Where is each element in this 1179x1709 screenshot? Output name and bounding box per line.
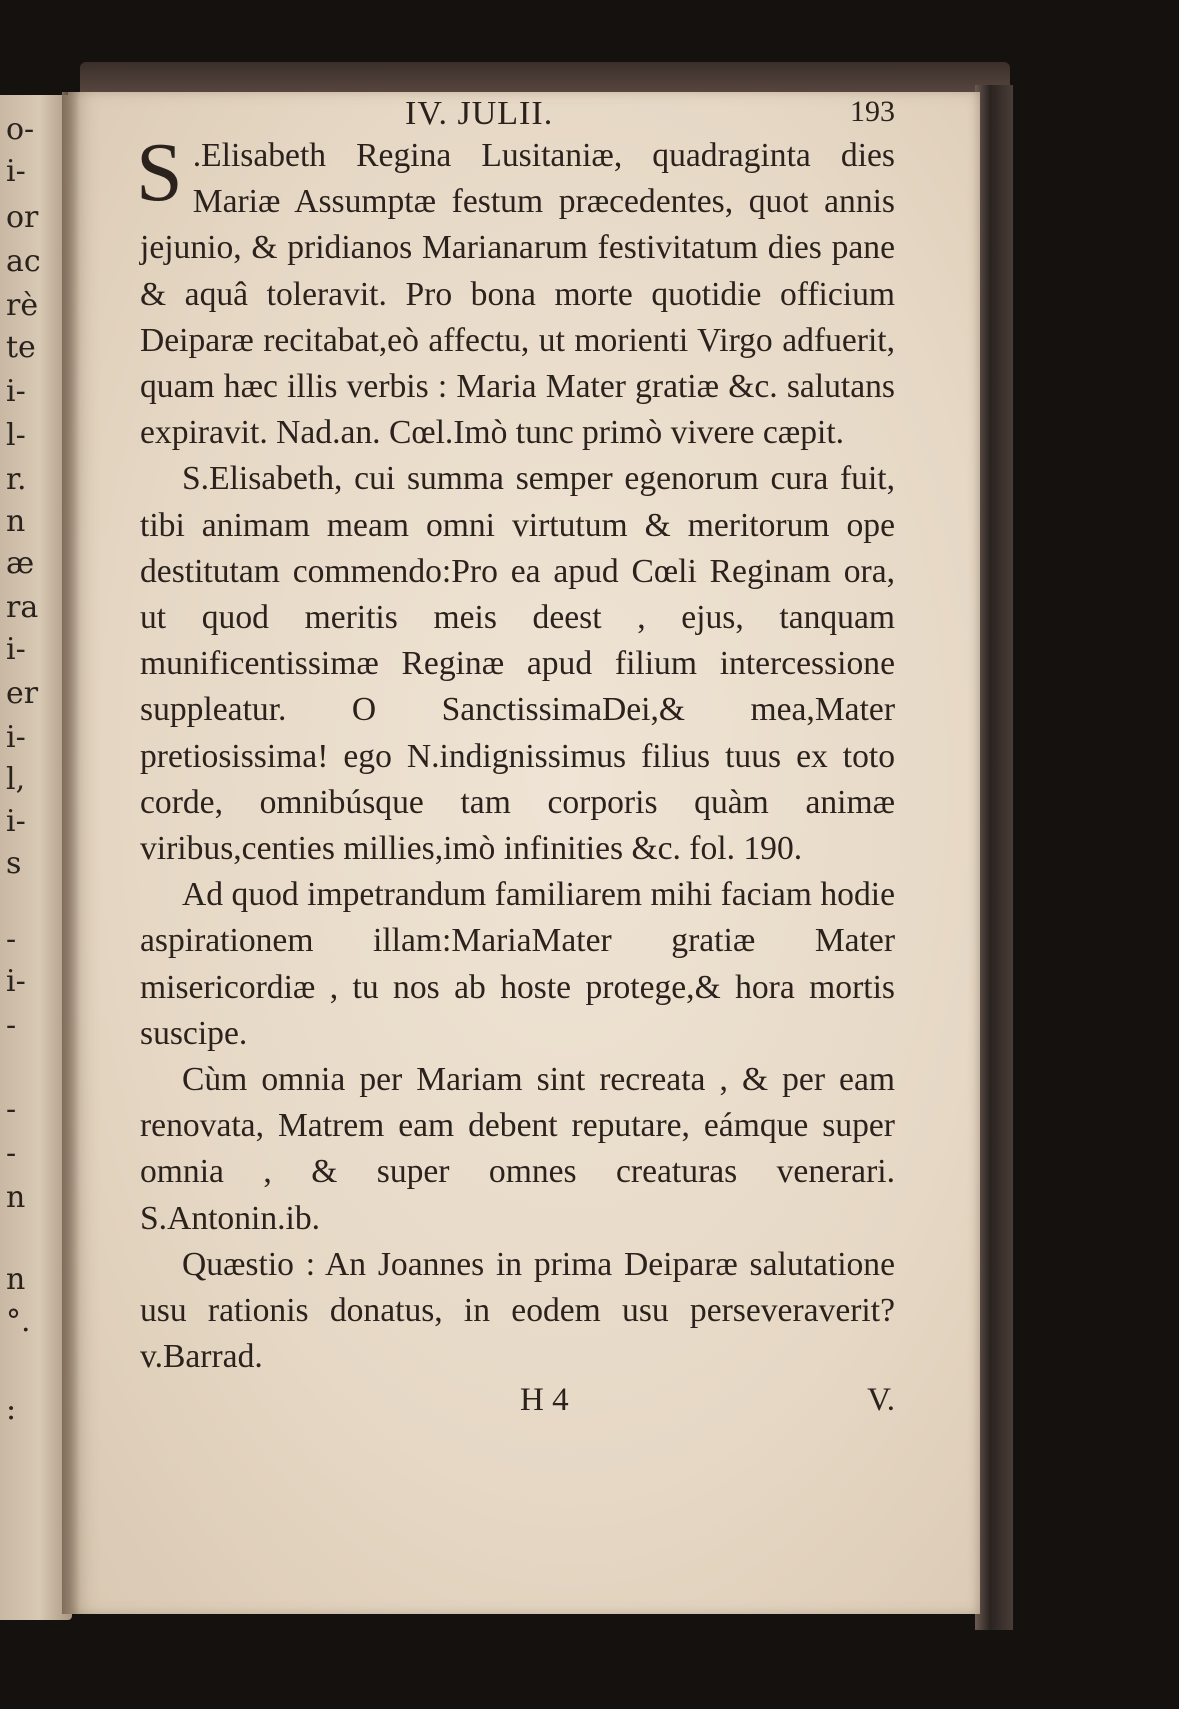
facing-page-fragment: - bbox=[6, 922, 17, 957]
paragraph bbox=[136, 126, 895, 456]
facing-page-fragment: s bbox=[6, 846, 22, 881]
page-text-block bbox=[136, 95, 895, 1428]
paragraph: Cùm omnia per Mariam sint recreata , & per eam renovata, Matrem eam debent reputare, eámque super omnia , & super omnes creaturas venerari. S.Antonin.ib. bbox=[140, 1061, 895, 1237]
facing-page-fragment: te bbox=[6, 330, 36, 365]
book-cover-top bbox=[80, 62, 1010, 96]
facing-page-fragment: - bbox=[6, 1136, 17, 1171]
facing-page-fragment: ra bbox=[6, 590, 39, 625]
catchword: V. bbox=[867, 1382, 895, 1419]
page-gutter bbox=[62, 92, 80, 1614]
facing-page-fragment: : bbox=[6, 1392, 17, 1427]
book-cover-edge bbox=[975, 85, 1013, 1630]
facing-page-fragment: n bbox=[6, 504, 26, 539]
page-number: 193 bbox=[850, 95, 895, 128]
facing-page-fragment: n bbox=[6, 1262, 26, 1297]
facing-page-fragment: i- bbox=[6, 632, 26, 667]
paragraph: Quæstio : An Joannes in prima Deiparæ salutatione usu rationis donatus, in eodem usu perseveraverit? v.Barrad. bbox=[140, 1245, 895, 1376]
facing-page-fragment: er bbox=[6, 676, 39, 711]
facing-page-fragment: i- bbox=[6, 964, 26, 999]
signature-mark: H 4 bbox=[520, 1382, 569, 1419]
page-footer bbox=[140, 1382, 895, 1428]
facing-page-fragment: °. bbox=[6, 1304, 31, 1339]
facing-page-fragment: i- bbox=[6, 720, 26, 755]
paragraph: Ad quod impetrandum familiarem mihi faciam hodie aspirationem illam:MariaMater gratiæ Mater misericordiæ , tu nos ab hoste protege,& hora mortis suscipe. bbox=[140, 876, 895, 1052]
drop-cap: S bbox=[136, 126, 183, 219]
paragraph: S.Elisabeth, cui summa semper egenorum cura fuit, tibi animam meam omni virtutum & meritorum ope destitutam commendo:Pro ea apud Cœli Reginam ora, ut quod meritis meis deest , ejus, tanquam munificentissimæ Reginæ apud filium intercessione suppleatur. O SanctissimaDei,& mea,Mater pretiosissima! ego N.indignissimus filius tuus ex toto corde, omnibúsque tam corporis quàm animæ viribus,centies millies,imò infinities &c. fol. 190. bbox=[140, 460, 895, 868]
facing-page-fragment: ac bbox=[6, 244, 41, 279]
facing-page-fragment: r. bbox=[6, 462, 27, 497]
facing-page-fragment: o- bbox=[6, 112, 35, 147]
running-head bbox=[140, 95, 895, 133]
facing-page-fragment: - bbox=[6, 1092, 17, 1127]
paragraph-text: .Elisabeth Regina Lusitaniæ, quadraginta dies Mariæ Assumptæ festum præcedentes, quot annis jejunio, & pridianos Marianarum festivitatum dies pane & aquâ toleravit. Pro bona morte quotidie officium Deiparæ recitabat,eò affectu, ut morienti Virgo adfuerit, quam hæc illis verbis : Maria Mater gratiæ &c. salutans expiravit. Nad.an. Cœl.Imò tunc primò vivere cæpit. bbox=[140, 137, 895, 452]
facing-page-fragment: - bbox=[6, 1008, 17, 1043]
facing-page-fragment: l- bbox=[6, 418, 26, 453]
facing-page-fragment: or bbox=[6, 200, 39, 235]
facing-page-fragment: i- bbox=[6, 804, 26, 839]
facing-page-fragment: æ bbox=[6, 546, 35, 581]
facing-page-fragment: n bbox=[6, 1180, 26, 1215]
running-head-title: IV. JULII. bbox=[405, 95, 554, 132]
facing-page-fragment: l, bbox=[6, 762, 26, 797]
facing-page-fragment: i- bbox=[6, 374, 26, 409]
facing-page-fragment: rè bbox=[6, 288, 39, 323]
facing-page-fragment: i- bbox=[6, 154, 26, 189]
